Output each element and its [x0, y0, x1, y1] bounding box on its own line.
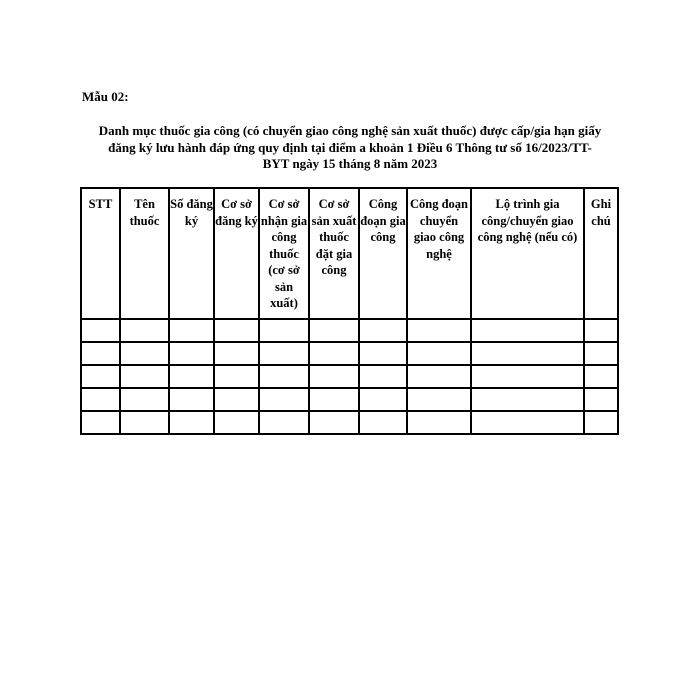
table-cell — [309, 342, 359, 365]
table-cell — [359, 388, 407, 411]
table-cell — [471, 319, 584, 342]
header-technology-transfer-stage: Công đoạn chuyển giao công nghệ — [407, 188, 471, 319]
table-cell — [81, 365, 120, 388]
table-cell — [214, 411, 259, 434]
header-ordering-facility: Cơ sở sản xuất thuốc đặt gia công — [309, 188, 359, 319]
table-cell — [120, 411, 169, 434]
table-cell — [407, 365, 471, 388]
table-cell — [359, 365, 407, 388]
table-cell — [120, 388, 169, 411]
table-cell — [309, 388, 359, 411]
header-stt: STT — [81, 188, 120, 319]
table-cell — [471, 342, 584, 365]
form-label: Mẫu 02: — [82, 89, 129, 104]
header-registration-number: Số đăng ký — [169, 188, 214, 319]
drug-catalog-table — [80, 187, 619, 435]
table-cell — [359, 319, 407, 342]
table-cell — [214, 365, 259, 388]
table-cell — [309, 411, 359, 434]
table-cell — [471, 365, 584, 388]
table-cell — [81, 411, 120, 434]
table-cell — [259, 319, 309, 342]
table-cell — [259, 388, 309, 411]
header-receiving-facility: Cơ sở nhận gia công thuốc (cơ sở sản xuất) — [259, 188, 309, 319]
table-cell — [120, 365, 169, 388]
table-cell — [309, 365, 359, 388]
table-cell — [214, 388, 259, 411]
table-cell — [81, 388, 120, 411]
table-cell — [407, 319, 471, 342]
header-roadmap: Lộ trình gia công/chuyển giao công nghệ (nếu có) — [471, 188, 584, 319]
table-cell — [169, 342, 214, 365]
table-cell — [81, 319, 120, 342]
table-cell — [407, 342, 471, 365]
table-cell — [584, 365, 618, 388]
header-registering-facility: Cơ sở đăng ký — [214, 188, 259, 319]
table-cell — [259, 342, 309, 365]
table-cell — [259, 411, 309, 434]
table-cell — [584, 411, 618, 434]
table-row — [81, 342, 618, 365]
title-line-1: Danh mục thuốc gia công (có chuyển giao công nghệ sản xuất thuốc) được cấp/gia hạn giấy — [98, 123, 602, 138]
table-cell — [120, 342, 169, 365]
header-processing-stage: Công đoạn gia công — [359, 188, 407, 319]
title-line-2: đăng ký lưu hành đáp ứng quy định tại điểm a khoản 1 Điều 6 Thông tư số 16/2023/TT- — [108, 139, 592, 155]
table-cell — [407, 388, 471, 411]
table-cell — [584, 342, 618, 365]
table-cell — [214, 319, 259, 342]
table-cell — [309, 319, 359, 342]
table-cell — [169, 411, 214, 434]
header-notes: Ghi chú — [584, 188, 618, 319]
table-cell — [407, 411, 471, 434]
table-row — [81, 319, 618, 342]
table-cell — [214, 342, 259, 365]
header-drug-name: Tên thuốc — [120, 188, 169, 319]
document-title — [80, 123, 620, 173]
table-cell — [471, 388, 584, 411]
table-cell — [359, 411, 407, 434]
table-cell — [471, 411, 584, 434]
table-cell — [169, 319, 214, 342]
table-cell — [169, 365, 214, 388]
title-line-3: BYT ngày 15 tháng 8 năm 2023 — [262, 156, 438, 171]
table-cell — [584, 388, 618, 411]
table-row — [81, 388, 618, 411]
table-cell — [259, 365, 309, 388]
table-row — [81, 365, 618, 388]
table-cell — [120, 319, 169, 342]
table-cell — [81, 342, 120, 365]
header-row — [81, 188, 618, 319]
table-cell — [169, 388, 214, 411]
table-cell — [584, 319, 618, 342]
table-row — [81, 411, 618, 434]
table-cell — [359, 342, 407, 365]
